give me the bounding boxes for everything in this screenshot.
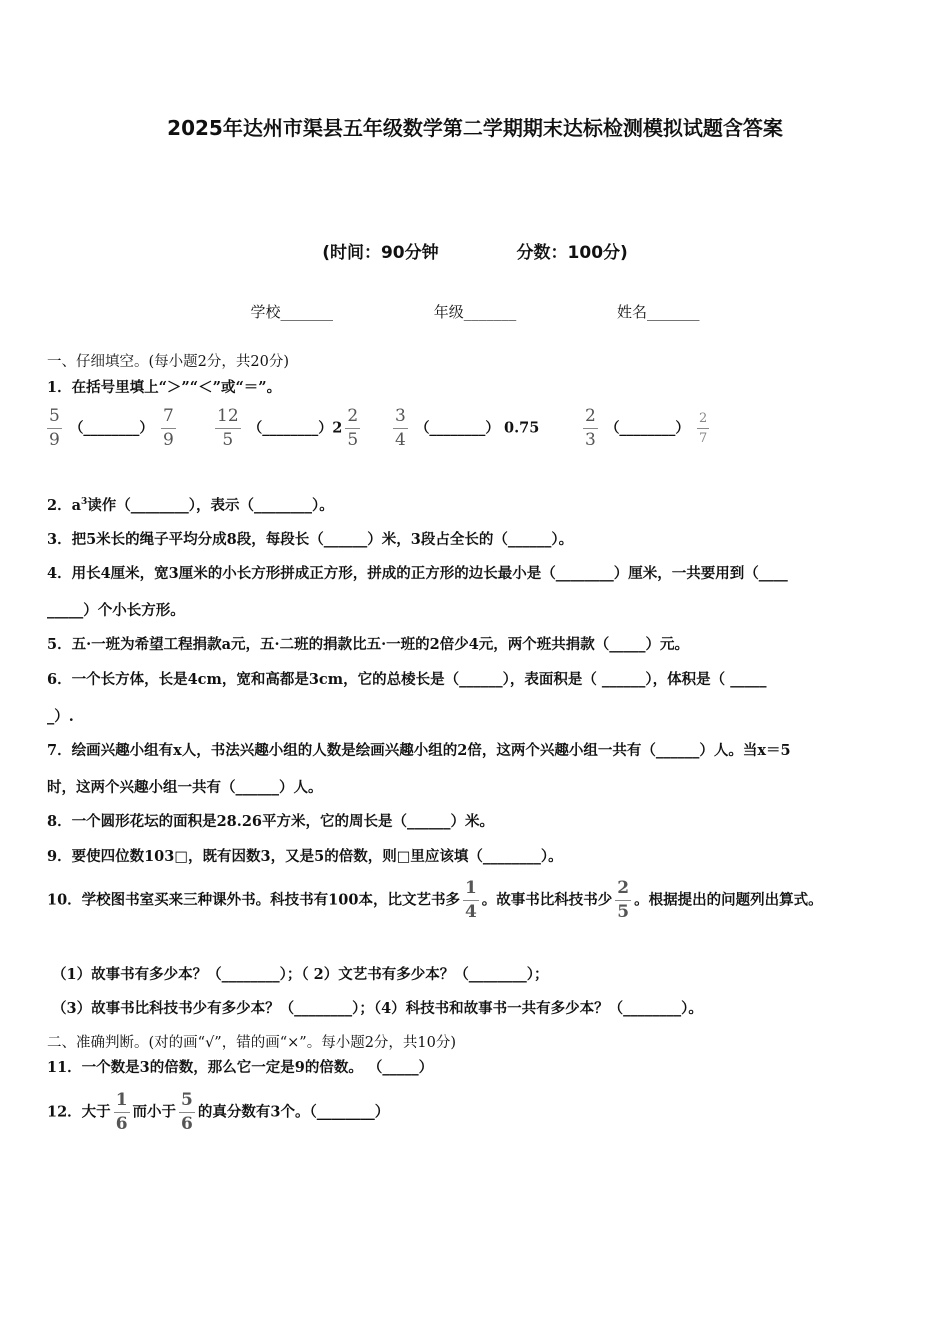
grade-field: 年级_______ xyxy=(433,303,517,321)
q3-text: 3．把5米长的绳子平均分成8段，每段长（______）米，3段占全长的（______）。 xyxy=(47,531,574,548)
answer-blank: （________） xyxy=(69,420,154,437)
whole-number: 2 xyxy=(332,419,343,437)
fraction-numerator: 1 xyxy=(463,880,479,901)
q2-number: 2． xyxy=(47,497,72,514)
fraction-numerator: 5 xyxy=(47,408,62,429)
answer-blank: （________） xyxy=(248,420,333,437)
q7-text-line1: 7．绘画兴趣小组有x人，书法兴趣小组的人数是绘画兴趣小组的2倍，这两个兴趣小组一共有（______）人。当x＝5 xyxy=(47,742,791,759)
q1-item-4 xyxy=(580,408,712,449)
fraction-denominator: 6 xyxy=(181,1114,193,1134)
section2-heading: 二、准确判断。(对的画“√”，错的画“×”。每小题2分，共10分) xyxy=(47,1035,457,1051)
q4-text-line1: 4．用长4厘米，宽3厘米的小长方形拼成正方形，拼成的正方形的边长最小是（________）厘米，一共要用到（____ xyxy=(47,565,788,582)
q1-item-3 xyxy=(390,408,539,449)
score-label: 分数：100分) xyxy=(516,243,628,263)
q1-text: 1．在括号里填上“＞”“＜”或“＝”。 xyxy=(47,379,282,396)
name-field: 姓名_______ xyxy=(617,303,700,321)
fraction-denominator: 4 xyxy=(464,902,477,922)
q10-part3: 。根据提出的问题列出算式。 xyxy=(634,891,823,909)
answer-blank: （________） xyxy=(605,420,690,437)
q12-part2: 而小于 xyxy=(132,1103,177,1121)
q8-text: 8．一个圆形花坛的面积是28.26平方米，它的周长是（______）米。 xyxy=(47,813,494,830)
q7-text-line2: 时，这两个兴趣小组一共有（______）人。 xyxy=(47,779,323,796)
time-label: (时间：90分钟 xyxy=(322,243,439,263)
q9-text: 9．要使四位数103□，既有因数3，又是5的倍数，则□里应该填（________）。 xyxy=(47,848,563,865)
fraction-numerator: 1 xyxy=(114,1092,130,1113)
q2-exponent: 3 xyxy=(81,497,88,508)
q2-rest: 读作（________），表示（________）。 xyxy=(87,497,334,514)
fraction-denominator: 5 xyxy=(222,430,234,450)
fraction-numerator: 7 xyxy=(161,408,176,429)
fraction-denominator: 9 xyxy=(163,430,174,450)
fraction-denominator: 4 xyxy=(395,430,406,450)
fraction-numerator: 3 xyxy=(393,408,408,429)
fraction-numerator: 12 xyxy=(215,408,241,429)
fraction-denominator: 5 xyxy=(617,902,630,922)
q4-text-line2: _____）个小长方形。 xyxy=(47,602,185,619)
q10-sub2: （3）故事书比科技书少有多少本？（________）；（4）科技书和故事书一共有多少本？（________）。 xyxy=(52,1000,703,1017)
q10-sub1: （1）故事书有多少本？（________）；（ 2）文艺书有多少本？（________）； xyxy=(52,966,549,983)
q11-text: 11．一个数是3的倍数，那么它一定是9的倍数。 （_____） xyxy=(47,1059,434,1076)
fraction-numerator: 2 xyxy=(345,408,360,429)
q12-part3: 的真分数有3个。（________） xyxy=(197,1103,390,1121)
student-info xyxy=(0,301,950,322)
fraction-denominator: 6 xyxy=(115,1114,128,1134)
fraction-denominator: 5 xyxy=(347,430,359,450)
page-title: 2025年达州市渠县五年级数学第二学期期末达标检测模拟试题含答案 xyxy=(167,116,783,140)
decimal-value: 0.75 xyxy=(504,419,540,437)
answer-blank: （________） xyxy=(415,420,500,437)
fraction-denominator: 7 xyxy=(699,431,708,446)
fraction-numerator: 2 xyxy=(697,412,709,429)
section1-heading: 一、仔细填空。(每小题2分，共20分) xyxy=(47,354,289,370)
q1-item-2 xyxy=(212,408,363,449)
q12-text xyxy=(47,1092,389,1133)
exam-meta xyxy=(0,238,950,263)
fraction-numerator: 5 xyxy=(179,1092,195,1113)
q2-text xyxy=(47,494,334,515)
school-field: 学校_______ xyxy=(250,303,333,321)
fraction-numerator: 2 xyxy=(583,408,598,429)
q10-part2: 。故事书比科技书少 xyxy=(481,891,613,909)
fraction-denominator: 9 xyxy=(49,430,60,450)
q6-text-line1: 6．一个长方体，长是4cm，宽和高都是3cm，它的总棱长是（______），表面积是（ ______），体积是（ _____ xyxy=(47,671,767,688)
q10-part1: 10．学校图书室买来三种课外书。科技书有100本，比文艺书多 xyxy=(47,891,460,909)
fraction-denominator: 3 xyxy=(585,430,596,450)
fraction-numerator: 2 xyxy=(615,880,631,901)
q2-variable: a xyxy=(71,497,81,514)
q1-item-1 xyxy=(44,408,179,449)
q6-text-line2: _）. xyxy=(47,708,74,725)
q5-text: 5．五·一班为希望工程捐款a元，五·二班的捐款比五·一班的2倍少4元，两个班共捐款（_____）元。 xyxy=(47,636,690,653)
q10-text xyxy=(47,880,823,921)
q12-part1: 12．大于 xyxy=(47,1103,111,1121)
